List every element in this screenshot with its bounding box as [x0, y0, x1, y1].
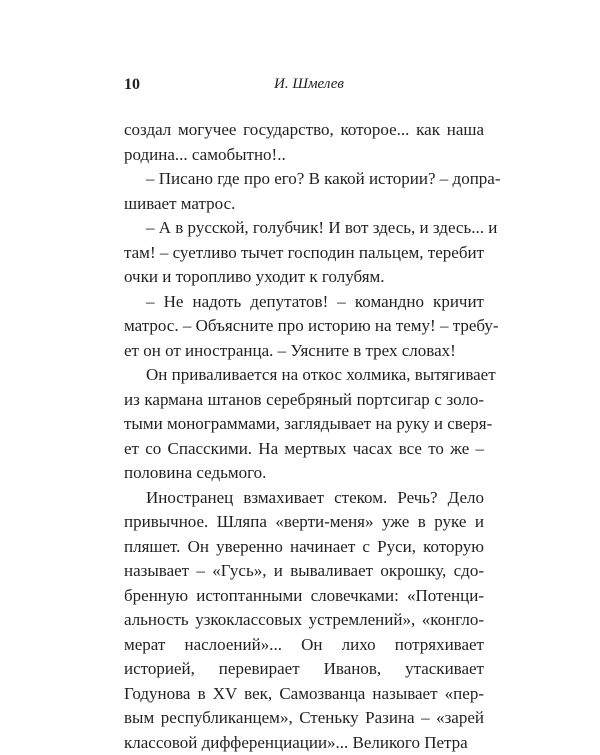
- text-line: тыми монограммами, заглядывает на руку и сверя-: [124, 412, 484, 437]
- text-line: бренную истоптанными словечками: «Потенци-: [124, 584, 484, 609]
- text-line: привычное. Шляпа «верти-меня» уже в руке и: [124, 510, 484, 535]
- text-line: – А в русской, голубчик! И вот здесь, и здесь... и: [124, 216, 484, 241]
- paragraph: [124, 363, 484, 486]
- text-line: историей, перевирает Иванов, утаскивает: [124, 657, 484, 682]
- text-line: шивает матрос.: [124, 192, 484, 217]
- text-line: Годунова в XV век, Самозванца называет «пер-: [124, 682, 484, 707]
- text-line: альность узкоклассовых устремлений», «конгло-: [124, 608, 484, 633]
- text-line: очки и торопливо уходит к голубям.: [124, 265, 484, 290]
- text-line: Он приваливается на откос холмика, вытягивает: [124, 363, 484, 388]
- text-line: пляшет. Он уверенно начинает с Руси, которую: [124, 535, 484, 560]
- paragraph: [124, 167, 484, 216]
- text-line: родина... самобытно!..: [124, 143, 484, 168]
- paragraph: [124, 290, 484, 364]
- text-line: ет он от иностранца. – Уясните в трех словах!: [124, 339, 484, 364]
- text-line: Иностранец взмахивает стеком. Речь? Дело: [124, 486, 484, 511]
- text-line: половина седьмого.: [124, 461, 484, 486]
- text-line: – Писано где про его? В какой истории? – допра-: [124, 167, 484, 192]
- text-line: называет – «Гусь», и вываливает окрошку, сдо-: [124, 559, 484, 584]
- paragraph: [124, 486, 484, 755]
- paragraph: [124, 118, 484, 167]
- text-line: там! – суетливо тычет господин пальцем, теребит: [124, 241, 484, 266]
- paragraph: [124, 216, 484, 290]
- text-line: ет со Спасскими. На мертвых часах все то же –: [124, 437, 484, 462]
- page-header: [124, 76, 484, 100]
- page-number: 10: [124, 76, 140, 94]
- running-head: И. Шмелев: [274, 76, 344, 93]
- text-line: классовой дифференциации»... Великого Петра: [124, 731, 484, 755]
- text-line: – Не надоть депутатов! – командно кричит: [124, 290, 484, 315]
- text-line: вым республиканцем», Стеньку Разина – «зарей: [124, 706, 484, 731]
- text-line: из кармана штанов серебряный портсигар с золо-: [124, 388, 484, 413]
- text-line: матрос. – Объясните про историю на тему! – требу-: [124, 314, 484, 339]
- text-line: мерат наслоений»... Он лихо потряхивает: [124, 633, 484, 658]
- body-text: [124, 118, 484, 755]
- text-line: создал могучее государство, которое... как наша: [124, 118, 484, 143]
